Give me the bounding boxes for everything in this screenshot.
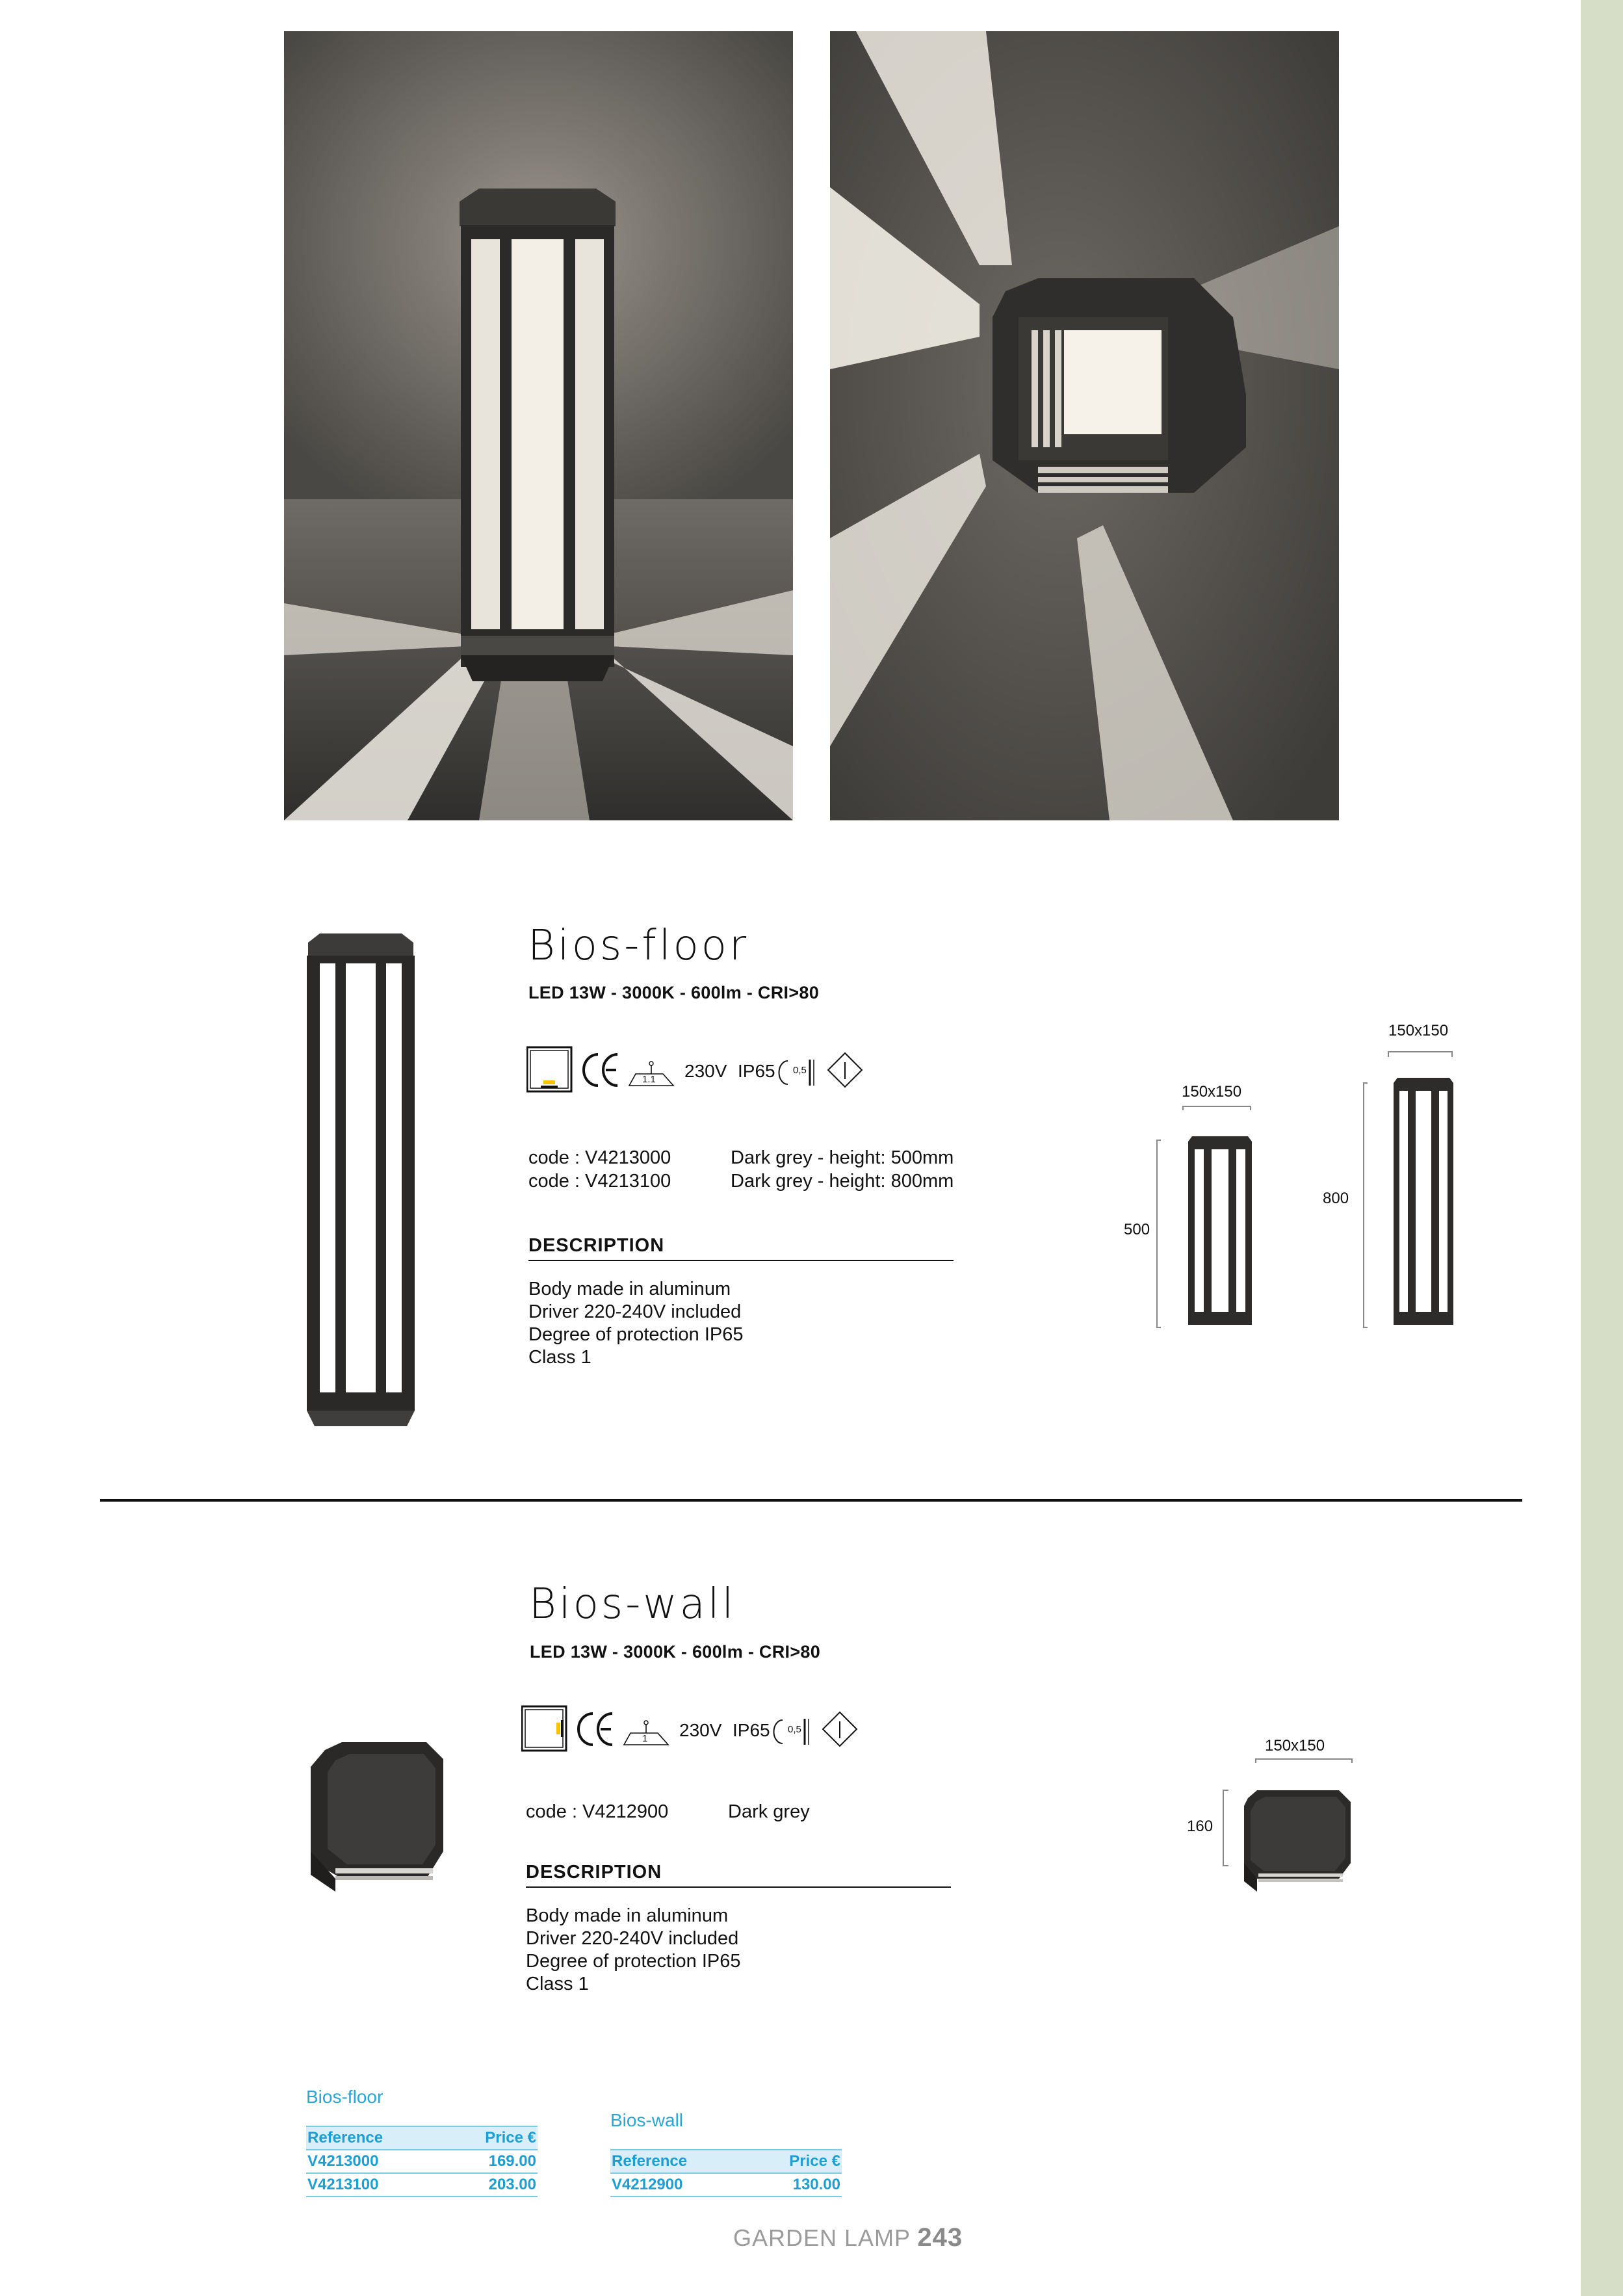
reference-header: Reference bbox=[306, 2126, 443, 2150]
voltage-label: 230V bbox=[684, 1061, 727, 1081]
page-footer bbox=[733, 2223, 963, 2252]
wall-description-line: Degree of protection IP65 bbox=[526, 1951, 741, 1972]
reference-header: Reference bbox=[610, 2150, 747, 2173]
wall-description-rule bbox=[526, 1886, 951, 1888]
wall-top-dim: 150x150 bbox=[1265, 1737, 1325, 1755]
reference-cell: V4213100 bbox=[306, 2173, 443, 2197]
ip-rating-label: IP65 bbox=[733, 1720, 770, 1740]
wall-description-heading: DESCRIPTION bbox=[526, 1862, 662, 1883]
floor-description-list bbox=[528, 1278, 743, 1369]
class1-icon bbox=[828, 1053, 862, 1087]
page-margin-strip bbox=[1581, 0, 1623, 2296]
floor-description-line: Body made in aluminum bbox=[528, 1279, 731, 1299]
floor-large-top-dim: 150x150 bbox=[1388, 1022, 1449, 1039]
distance-label: 0,5 bbox=[793, 1065, 807, 1076]
floor-description-line: Degree of protection IP65 bbox=[528, 1324, 744, 1345]
price-header: Price € bbox=[443, 2126, 538, 2150]
floor-table-title: Bios-floor bbox=[306, 2087, 383, 2107]
wall-table-title: Bios-wall bbox=[610, 2110, 684, 2130]
floor-code-2: code : V4213100 bbox=[528, 1171, 671, 1192]
footer-section-name: GARDEN LAMP bbox=[733, 2224, 911, 2251]
floor-code-2-desc: Dark grey - height: 800mm bbox=[731, 1171, 954, 1192]
wall-height-dim: 160 bbox=[1187, 1818, 1214, 1835]
ce-mark-icon bbox=[584, 1054, 617, 1086]
led-module-icon bbox=[522, 1706, 566, 1751]
price-cell: 130.00 bbox=[747, 2173, 842, 2197]
ip-rating-label: IP65 bbox=[738, 1061, 775, 1081]
floor-description-heading: DESCRIPTION bbox=[528, 1235, 665, 1256]
wall-code-1: code : V4212900 bbox=[526, 1801, 669, 1822]
floor-title: Bios-floor bbox=[528, 922, 749, 970]
wall-description-line: Driver 220-240V included bbox=[526, 1928, 739, 1949]
floor-price-table bbox=[306, 2126, 538, 2197]
wall-symbol-row bbox=[521, 1704, 872, 1756]
floor-code-1-desc: Dark grey - height: 500mm bbox=[731, 1147, 954, 1168]
floor-lamp-photo bbox=[284, 31, 793, 820]
page-number: 243 bbox=[917, 2223, 963, 2252]
floor-dimension-drawing bbox=[1150, 1037, 1462, 1337]
floor-small-height-dim: 500 bbox=[1124, 1221, 1150, 1238]
floor-description-line: Class 1 bbox=[528, 1347, 591, 1368]
led-module-icon bbox=[527, 1047, 571, 1091]
floor-description-line: Driver 220-240V included bbox=[528, 1301, 742, 1322]
wall-subtitle: LED 13W - 3000K - 600lm - CRI>80 bbox=[530, 1642, 821, 1662]
table-row bbox=[610, 2173, 842, 2197]
floor-code-1: code : V4213000 bbox=[528, 1147, 671, 1168]
table-row bbox=[306, 2150, 538, 2173]
wall-product-image bbox=[299, 1741, 450, 1897]
table-header-row bbox=[306, 2126, 538, 2150]
height-mark-label: 1.1 bbox=[642, 1074, 656, 1085]
floor-symbol-row bbox=[526, 1045, 877, 1097]
wall-dimension-drawing bbox=[1215, 1755, 1358, 1905]
floor-subtitle: LED 13W - 3000K - 600lm - CRI>80 bbox=[528, 983, 820, 1002]
wall-title: Bios-wall bbox=[529, 1580, 736, 1628]
table-row bbox=[306, 2173, 538, 2197]
height-mark-label: 1 bbox=[642, 1733, 648, 1744]
class1-icon bbox=[823, 1712, 857, 1746]
wall-lamp-photo bbox=[830, 31, 1339, 820]
distance-label: 0,5 bbox=[788, 1724, 801, 1735]
reference-cell: V4213000 bbox=[306, 2150, 443, 2173]
wall-description-line: Body made in aluminum bbox=[526, 1905, 729, 1926]
reference-cell: V4212900 bbox=[610, 2173, 747, 2197]
floor-description-rule bbox=[528, 1260, 954, 1261]
floor-product-image bbox=[300, 931, 421, 1431]
section-divider bbox=[100, 1499, 1522, 1502]
table-header-row bbox=[610, 2150, 842, 2173]
ce-mark-icon bbox=[578, 1714, 612, 1745]
wall-code-1-desc: Dark grey bbox=[728, 1801, 810, 1822]
floor-large-height-dim: 800 bbox=[1323, 1190, 1349, 1207]
price-cell: 169.00 bbox=[443, 2150, 538, 2173]
wall-price-table bbox=[610, 2149, 842, 2197]
price-cell: 203.00 bbox=[443, 2173, 538, 2197]
price-header: Price € bbox=[747, 2150, 842, 2173]
voltage-label: 230V bbox=[679, 1720, 722, 1740]
wall-description-list bbox=[526, 1905, 740, 1996]
floor-small-top-dim: 150x150 bbox=[1182, 1083, 1242, 1101]
wall-description-line: Class 1 bbox=[526, 1974, 589, 1994]
